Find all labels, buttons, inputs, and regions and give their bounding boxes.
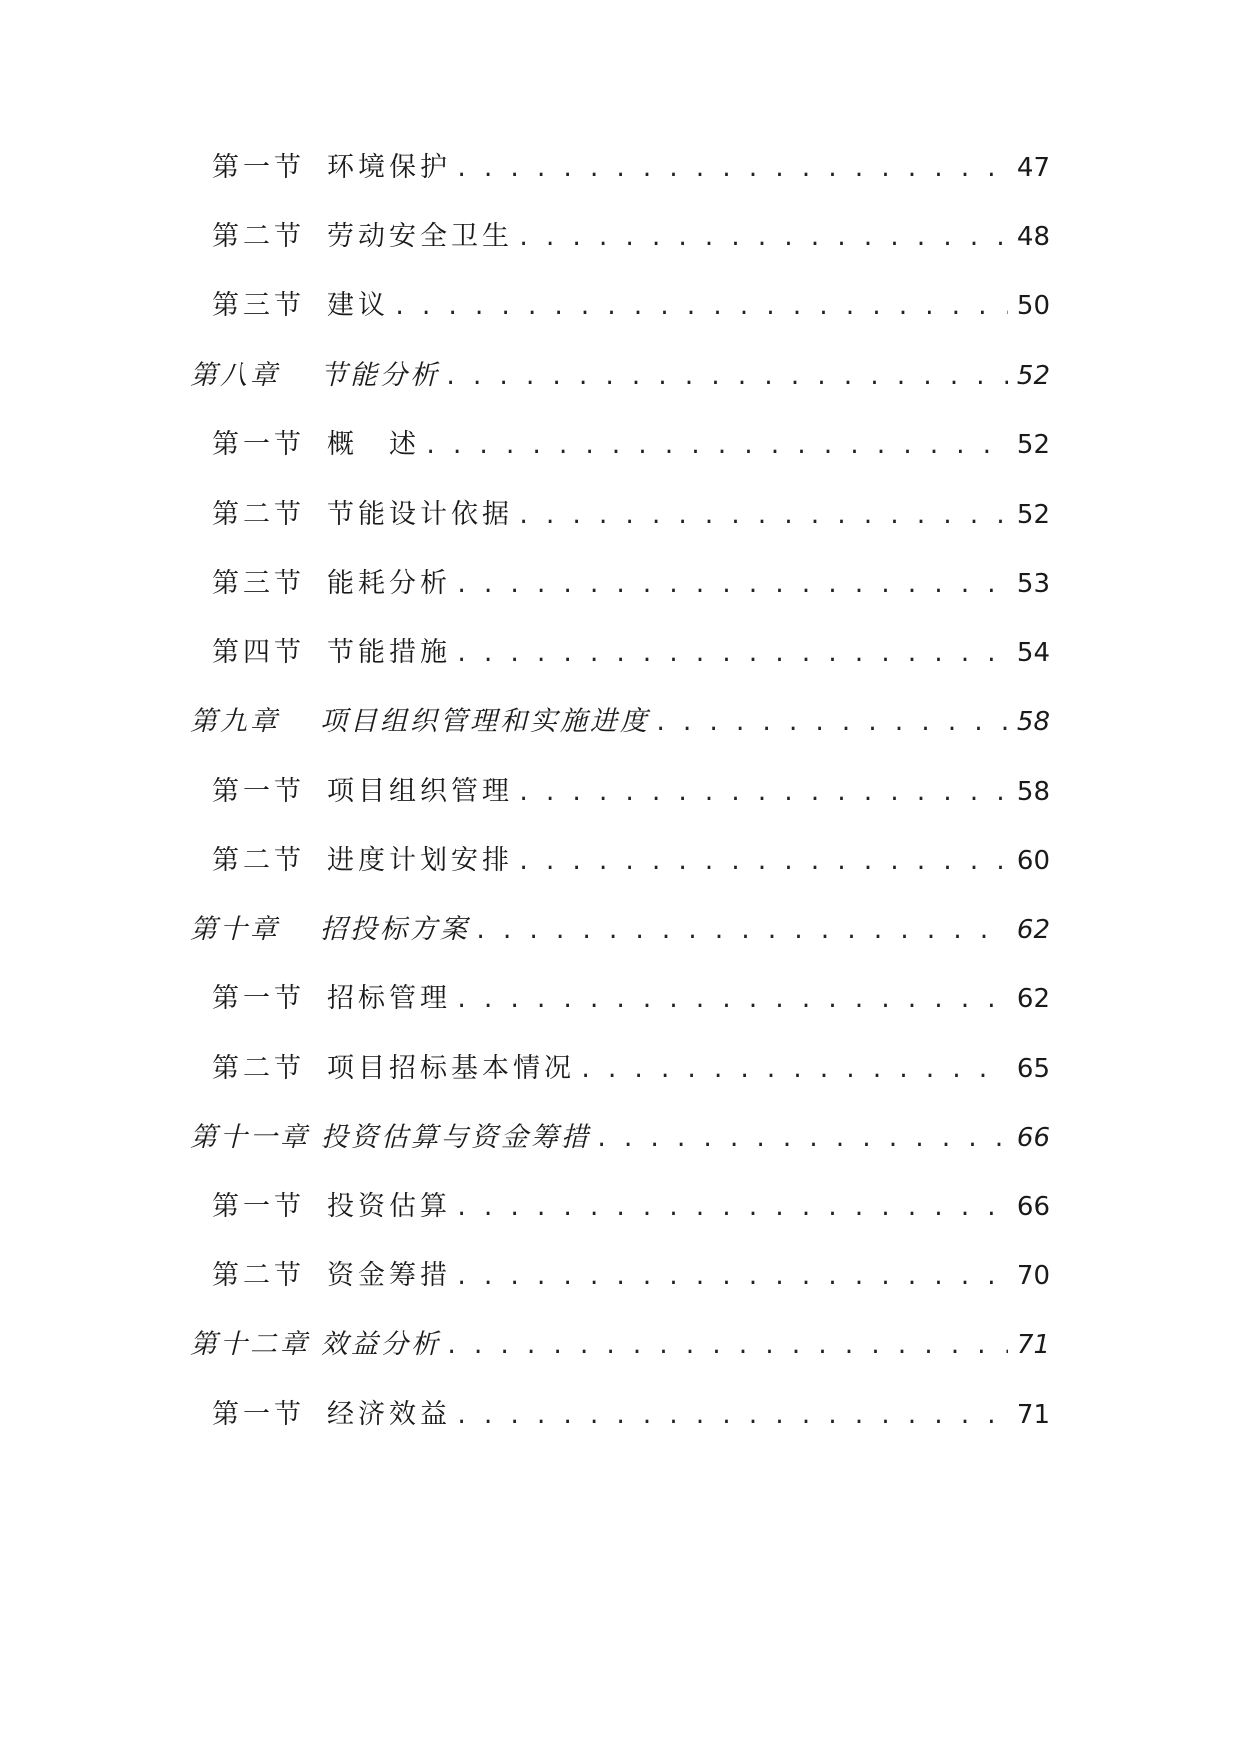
toc-entry[interactable] [212, 838, 1050, 882]
toc-entry-number: 第一节 [212, 1191, 305, 1222]
toc-entry-number: 第一节 [212, 429, 305, 460]
toc-entry-page: 58 [1016, 707, 1050, 737]
dot-leader [455, 1265, 1008, 1290]
dot-leader [595, 1127, 1008, 1152]
toc-entry-title: 进度计划安排 [327, 845, 513, 876]
toc-entry-title: 节能分析 [320, 360, 440, 391]
dot-leader [424, 434, 1008, 459]
toc-entry[interactable] [212, 283, 1050, 327]
toc-entry-title: 项目招标基本情况 [327, 1053, 575, 1084]
toc-entry-number: 第一节 [212, 983, 305, 1014]
toc-entry-number: 第二节 [212, 845, 305, 876]
toc-entry-title: 能耗分析 [327, 568, 451, 599]
toc-entry-number: 第一节 [212, 152, 305, 183]
dot-leader [455, 988, 1008, 1013]
toc-entry-title: 招标管理 [327, 983, 451, 1014]
toc-entry[interactable] [212, 492, 1050, 536]
toc-entry-page: 52 [1016, 500, 1050, 530]
dot-leader [444, 365, 1008, 390]
toc-entry-page: 48 [1016, 222, 1050, 252]
toc-entry[interactable] [212, 1392, 1050, 1436]
toc-entry-page: 62 [1016, 915, 1050, 945]
toc-entry-title: 项目组织管理和实施进度 [320, 706, 650, 737]
toc-entry-title: 节能设计依据 [327, 499, 513, 530]
toc-entry-page: 52 [1016, 430, 1050, 460]
dot-leader [517, 504, 1008, 529]
toc-entry[interactable] [212, 145, 1050, 189]
toc-entry-page: 52 [1016, 361, 1050, 391]
toc-entry-title: 劳动安全卫生 [327, 221, 513, 252]
toc-chapter-entry[interactable] [190, 1115, 1050, 1159]
dot-leader [455, 642, 1008, 667]
dot-leader [517, 781, 1008, 806]
toc-entry-page: 70 [1016, 1261, 1050, 1291]
toc-entry-title: 概 述 [327, 429, 420, 460]
toc-entry[interactable] [212, 1046, 1050, 1090]
toc-entry-number: 第八章 [190, 360, 280, 391]
toc-entry-number: 第二节 [212, 221, 305, 252]
toc-entry-page: 65 [1016, 1054, 1050, 1084]
toc-entry-number: 第三节 [212, 568, 305, 599]
dot-leader [455, 1404, 1008, 1429]
toc-entry-number: 第二节 [212, 1260, 305, 1291]
toc-entry-page: 60 [1016, 846, 1050, 876]
toc-entry-number: 第一节 [212, 776, 305, 807]
toc-chapter-entry[interactable] [190, 353, 1050, 397]
toc-entry[interactable] [212, 561, 1050, 605]
toc-entry[interactable] [212, 976, 1050, 1020]
toc-entry[interactable] [212, 214, 1050, 258]
toc-entry-page: 50 [1016, 291, 1050, 321]
toc-chapter-entry[interactable] [190, 699, 1050, 743]
dot-leader [474, 919, 1008, 944]
dot-leader [517, 850, 1008, 875]
toc-entry[interactable] [212, 1184, 1050, 1228]
toc-entry-page: 53 [1016, 569, 1050, 599]
toc-entry-page: 71 [1016, 1400, 1050, 1430]
toc-entry-number: 第九章 [190, 706, 280, 737]
toc-entry-page: 54 [1016, 638, 1050, 668]
toc-entry-number: 第二节 [212, 1053, 305, 1084]
toc-entry-title: 项目组织管理 [327, 776, 513, 807]
dot-leader [517, 226, 1008, 251]
dot-leader [445, 1334, 1008, 1359]
toc-entry-number: 第三节 [212, 290, 305, 321]
dot-leader [654, 711, 1008, 736]
toc-entry-title: 经济效益 [327, 1399, 451, 1430]
toc-entry-number: 第十章 [190, 914, 280, 945]
dot-leader [455, 573, 1008, 598]
toc-entry-title: 建议 [327, 290, 389, 321]
toc-entry-number: 第二节 [212, 499, 305, 530]
toc-entry-title: 节能措施 [327, 637, 451, 668]
toc-entry[interactable] [212, 422, 1050, 466]
toc-entry[interactable] [212, 630, 1050, 674]
toc-entry-title: 效益分析 [321, 1329, 441, 1360]
toc-entry-number: 第十一章 [190, 1122, 310, 1153]
toc-entry-page: 58 [1016, 777, 1050, 807]
toc-chapter-entry[interactable] [190, 1322, 1050, 1366]
toc-entry-page: 62 [1016, 984, 1050, 1014]
toc-entry-title: 投资估算 [327, 1191, 451, 1222]
dot-leader [455, 157, 1008, 182]
dot-leader [579, 1058, 1008, 1083]
toc-entry[interactable] [212, 1253, 1050, 1297]
toc-entry-number: 第一节 [212, 1399, 305, 1430]
toc-entry-title: 招投标方案 [320, 914, 470, 945]
toc-entry-number: 第十二章 [190, 1329, 310, 1360]
toc-chapter-entry[interactable] [190, 907, 1050, 951]
toc-entry-title: 投资估算与资金筹措 [321, 1122, 591, 1153]
toc-entry-title: 资金筹措 [327, 1260, 451, 1291]
dot-leader [393, 295, 1008, 320]
toc-entry-page: 47 [1016, 153, 1050, 183]
toc-entry-page: 71 [1016, 1330, 1050, 1360]
toc-entry-page: 66 [1016, 1123, 1050, 1153]
dot-leader [455, 1196, 1008, 1221]
toc-entry[interactable] [212, 769, 1050, 813]
toc-entry-page: 66 [1016, 1192, 1050, 1222]
toc-entry-title: 环境保护 [327, 152, 451, 183]
toc-entry-number: 第四节 [212, 637, 305, 668]
